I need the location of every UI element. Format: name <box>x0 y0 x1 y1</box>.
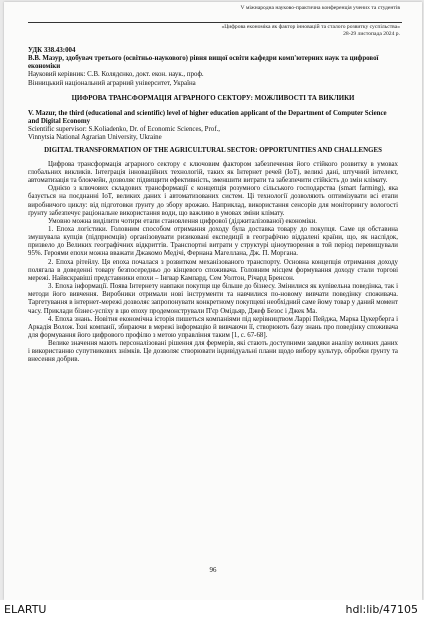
university-ua: Вінницький національний аграрний університет, Україна <box>28 79 196 87</box>
paragraph: 2. Епоха рітейлу. Ця епоха почалася з розвитком механізованого транспорту. Основна концепція отримання доходу полягала в доведенні товару безпосередньо до кінцевого споживача. Головним місцем формування доходу стали торгові мережі. Найяскравіші представники епохи – Інгвар Кампард, Сем Уолтон, Річард Бренсон. <box>28 258 398 282</box>
repository-name: ELARTU <box>4 603 47 616</box>
conference-header <box>240 5 400 12</box>
header-rule <box>28 22 402 23</box>
paragraph: Цифрова трансформація аграрного сектору є ключовим фактором забезпечення його стійкого розвитку в умовах глобальних викликів. Інтеграція інноваційних технологій, таких як Інтернет речей (IoT), великі дані, штучний інтелект, автоматизація та блокчейн, дозволяє підвищити ефективність, зменшити витрати та забезпечити стійкість до змін клімату. <box>28 160 398 185</box>
page-number: 96 <box>209 567 217 574</box>
paragraph: 1. Епоха логістики. Головним способом отримання доходу була доставка товару до покупця. Саме ця обставина змушувала купців (підприємців) організовувати ризиковані експедиції в географічно віддалені країни, що, як наслідок, призвело до Великих географічних відкриттів. Транспортні витрати у структурі ціноутворення в той період перевищували 95%. Героями епохи можна вважати Джакомо Медічі, Фернана Магеллана, Дж. П. Моргана. <box>28 225 398 258</box>
conference-theme: «Цифрова економіка як фактор інновацій та сталого розвитку суспільства» <box>221 24 400 30</box>
paragraph: Умовно можна виділити чотири етапи становлення цифрової (діджиталізованої) економіки. <box>48 217 318 225</box>
paragraph: 3. Епоха інформації. Поява Інтернету навпаки покупця ще більше до бізнесу. Змінилися як купівельна поведінка, так і методи його вивчення. Виробники отримали нові інструменти та навчилися по-новому вивчати поведінку споживача. Таргетування в інтернет-мережі дозволяє запропонувати конкретному покупцеві необхідний саме йому товар у даний момент часу. Приклади бізнес-успіху в цю епоху продемонстрували П'єр Омідьяр, Джеф Безос і Джек Ма. <box>28 283 398 315</box>
title-en: DIGITAL TRANSFORMATION OF THE AGRICULTURAL SECTOR: OPPORTUNITIES AND CHALLENGES <box>44 146 382 154</box>
repository-footer <box>0 600 424 620</box>
document-page <box>4 2 422 600</box>
conference-name: V міжнародна науково-практична конференція учених та студентів <box>240 5 400 11</box>
paragraph: Велике значення мають персоналізовані рішення для фермерів, які стають доступними завдяки аналізу великих даних і використанню супутникових знімків. Це дозволяє створювати індивідуальні плани щодо вибору культур, обробки ґрунту та внесення добрив. <box>28 340 398 364</box>
article-body <box>28 47 398 365</box>
conference-date: 28-29 листопада 2024 р. <box>343 31 400 38</box>
author-en: V. Mazur, the third (educational and scientific) level of higher education applicant of the Department of Computer Science and Digital Economy <box>28 109 387 126</box>
handle-id: hdl:lib/47105 <box>345 603 418 616</box>
udc-code: УДК 338.43:004 <box>28 47 76 54</box>
title-ua: ЦИФРОВА ТРАНСФОРМАЦІЯ АГРАРНОГО СЕКТОРУ: МОЖЛИВОСТІ ТА ВИКЛИКИ <box>71 94 355 102</box>
paragraph: 4. Епоха знань. Новітня економічна історія пишеться компаніями під керівництвом Ларрі Пейджа, Марка Цукерберга і Аркадія Волож. Їхні компанії, збираючи в мережі інформацію й вивчаючи її, створюють базу знань про поведінку споживача для формування його цифрового профілю з метою управління таким [1, с. 67-68]. <box>28 315 398 339</box>
conference-subheader <box>221 24 400 38</box>
supervisor-ua: Науковий керівник: С.В. Колядєнко, докт. екон. наук., проф. <box>28 71 204 79</box>
supervisor-en: Scientific supervisor: S.Koliadenko, Dr. of Economic Sciences, Prof., <box>28 126 220 134</box>
author-ua: В.В. Мазур, здобувач третього (освітньо-наукового) рівня вищої освіти кафедри комп'ютерних наук та цифрової економіки <box>28 55 379 71</box>
university-en: Vinnytsia National Agrarian University, Ukraine <box>28 134 162 142</box>
paragraph: Однією з ключових складових трансформації є концепція розумного сільського господарства (smart farming), яка базується на поєднанні IoT, великих даних і автоматизованих систем. Ці технології дозволяють оптимізувати всі етапи виробничого циклу: від підготовки ґрунту до збору врожаю. Наприклад, використання сенсорів для моніторингу вологості ґрунту забезпечує раціональне використання води, що важливо в умовах зміни клімату. <box>28 185 398 217</box>
